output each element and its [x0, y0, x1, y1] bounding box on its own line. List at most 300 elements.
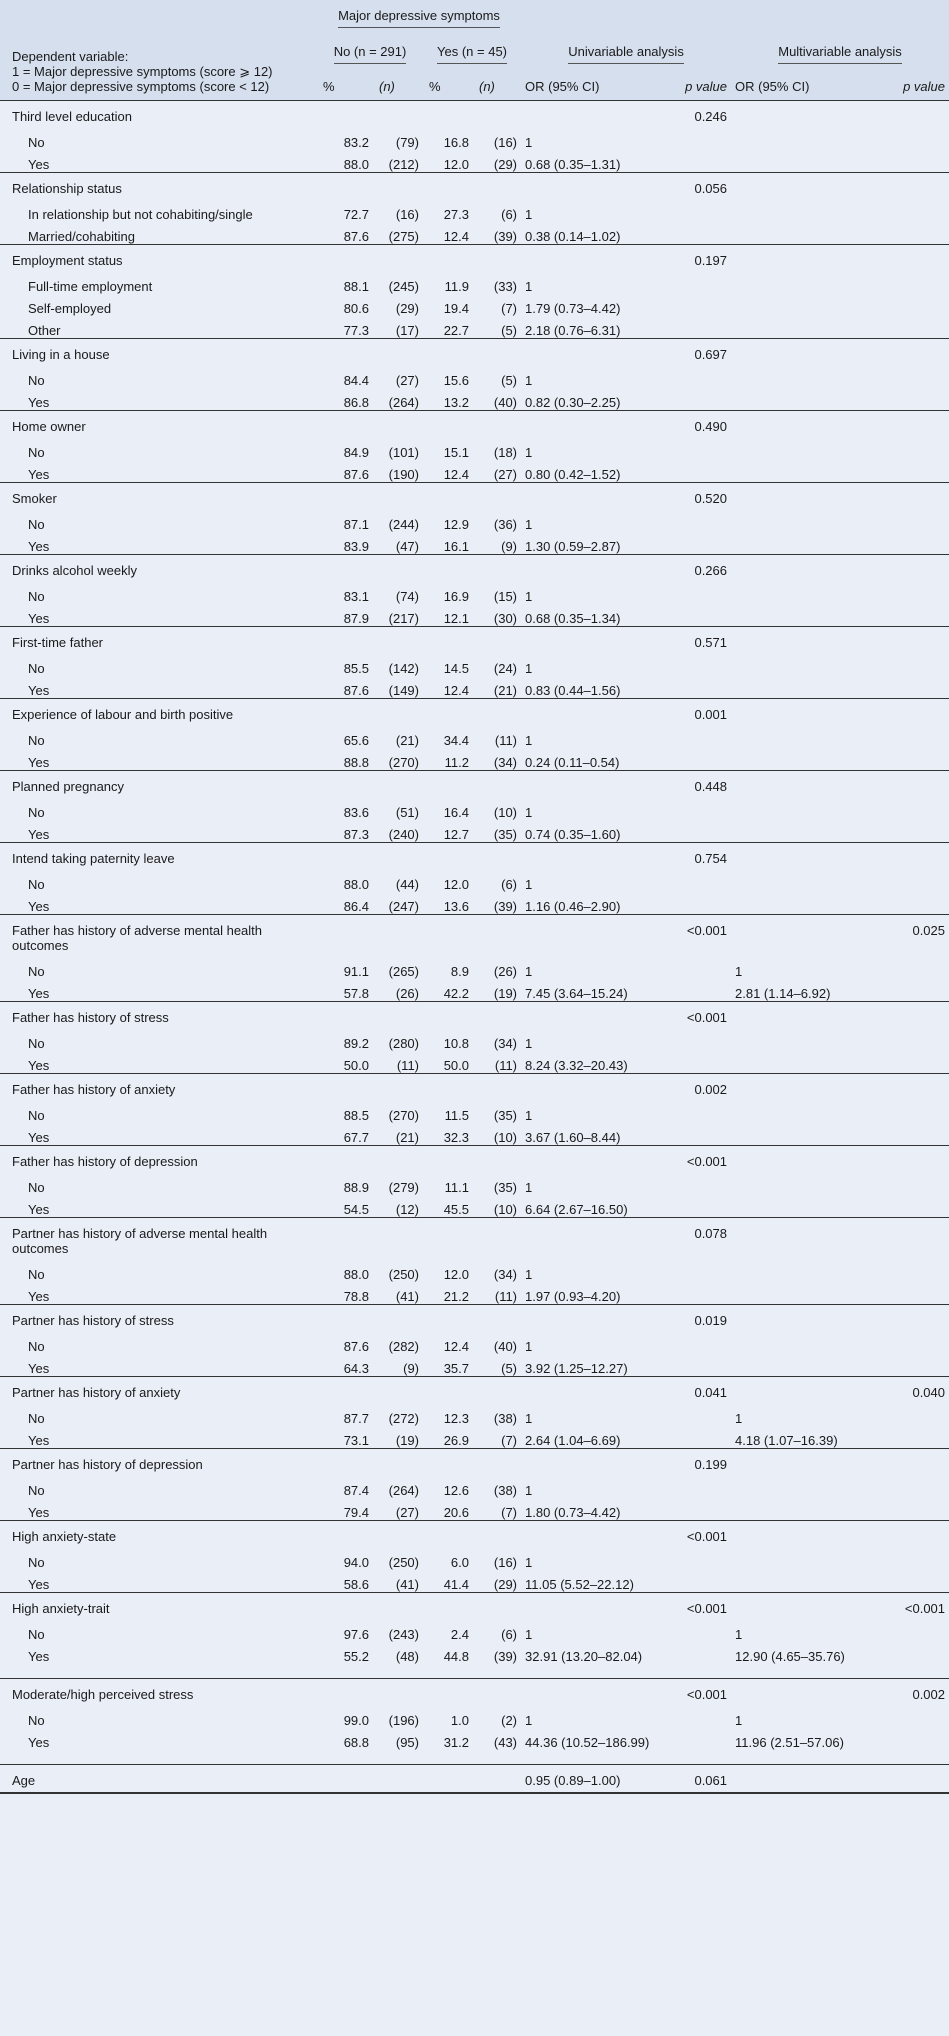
no-n-cell: [373, 1002, 423, 1030]
category-row: [0, 957, 949, 979]
multivariable-or-cell: [731, 483, 869, 511]
category-row: [0, 272, 949, 294]
no-n-cell: [373, 915, 423, 958]
no-n-cell: (270): [388, 1108, 419, 1123]
multivariable-p-cell: [869, 1498, 949, 1521]
multivariable-p-cell: [869, 438, 949, 460]
multivariable-p-cell: [869, 1074, 949, 1102]
yes-pct-cell: 44.8: [423, 1642, 473, 1679]
no-n-cell: [373, 339, 423, 367]
univariable-or-cell: 1.80 (0.73–4.42): [521, 1498, 671, 1521]
row-label: High anxiety-trait: [12, 1601, 110, 1616]
univariable-p-cell: 0.246: [694, 109, 728, 124]
no-n-cell: (51): [395, 805, 419, 820]
row-label: Yes: [0, 748, 317, 771]
yes-pct-cell: 16.4: [443, 805, 469, 820]
col-uni-or: OR (95% CI): [521, 64, 671, 101]
row-label: Yes: [0, 1282, 317, 1305]
yes-n-cell: (43): [473, 1728, 521, 1765]
no-n-cell: (27): [395, 373, 419, 388]
category-row: [0, 748, 949, 771]
row-label: Yes: [0, 1354, 317, 1377]
multivariable-p-cell: [869, 510, 949, 532]
category-row: [0, 1548, 949, 1570]
multivariable-or-cell: [731, 604, 869, 627]
yes-pct-cell: 12.4: [423, 676, 473, 699]
univariable-p-cell: [671, 128, 731, 150]
multivariable-or-cell: 11.96 (2.51–57.06): [731, 1728, 869, 1765]
multivariable-p-cell: [869, 339, 949, 367]
multivariable-p-cell: [869, 1548, 949, 1570]
yes-n-cell: [473, 555, 521, 583]
yes-n-cell: [473, 1593, 521, 1621]
col-yes-n: (n): [473, 64, 521, 101]
yes-pct-cell: 12.6: [443, 1483, 469, 1498]
variable-row: [0, 627, 949, 655]
row-label: No: [28, 135, 45, 150]
univariable-or-cell: 1: [525, 373, 533, 388]
multivariable-p-cell: [869, 555, 949, 583]
no-n-cell: (265): [388, 964, 419, 979]
row-label: Yes: [0, 604, 317, 627]
yes-n-cell: (10): [493, 805, 518, 820]
no-pct-cell: [317, 173, 373, 201]
row-label: Partner has history of adverse mental health outcomes: [12, 1226, 268, 1256]
univariable-p-cell: [671, 820, 731, 843]
no-pct-cell: 86.8: [317, 388, 373, 411]
univariable-p-cell: [671, 1426, 731, 1449]
yes-pct-cell: [423, 245, 473, 273]
yes-n-cell: (30): [473, 604, 521, 627]
no-n-cell: (47): [373, 532, 423, 555]
row-label: No: [28, 1180, 45, 1195]
category-row: [0, 294, 949, 316]
category-row: [0, 604, 949, 627]
multivariable-or-cell: [731, 676, 869, 699]
category-row: [0, 1282, 949, 1305]
yes-n-cell: [473, 411, 521, 439]
dependent-variable-note: Dependent variable: 1 = Major depressive symptoms (score ⩾ 12) 0 = Major depressive symptoms (score < 12): [0, 28, 317, 101]
multivariable-p-cell: [869, 1218, 949, 1261]
multivariable-p-cell: [869, 294, 949, 316]
no-pct-cell: [317, 915, 373, 958]
yes-n-cell: [473, 101, 521, 129]
yes-n-cell: [473, 1002, 521, 1030]
yes-pct-cell: 16.9: [443, 589, 469, 604]
no-pct-cell: [317, 1449, 373, 1477]
no-n-cell: (44): [395, 877, 419, 892]
yes-pct-cell: [423, 1521, 473, 1549]
no-pct-cell: 97.6: [343, 1627, 369, 1642]
univariable-p-cell: [671, 979, 731, 1002]
no-n-cell: (48): [373, 1642, 423, 1679]
row-label: Moderate/high perceived stress: [12, 1687, 194, 1702]
multivariable-p-cell: [869, 1404, 949, 1426]
no-n-cell: [373, 627, 423, 655]
yes-pct-cell: [423, 627, 473, 655]
no-pct-cell: 87.7: [343, 1411, 369, 1426]
variable-row: [0, 915, 949, 958]
multivariable-or-cell: [731, 1074, 869, 1102]
multivariable-or-cell: [731, 460, 869, 483]
no-n-cell: [373, 1449, 423, 1477]
no-pct-cell: 77.3: [317, 316, 373, 339]
multivariable-or-cell: [731, 627, 869, 655]
variable-row: [0, 245, 949, 273]
univariable-p-cell: [671, 676, 731, 699]
row-label: No: [28, 1108, 45, 1123]
multivariable-p-cell: [869, 1260, 949, 1282]
multivariable-p-cell: [869, 483, 949, 511]
yes-pct-cell: 16.1: [423, 532, 473, 555]
no-pct-cell: 57.8: [317, 979, 373, 1002]
multivariable-p-cell: [869, 726, 949, 748]
multivariable-or-cell: 1: [735, 1713, 743, 1728]
yes-n-cell: [473, 1449, 521, 1477]
multivariable-or-cell: [731, 870, 869, 892]
multivariable-or-cell: [731, 294, 869, 316]
row-label: No: [28, 1555, 45, 1570]
category-row: [0, 979, 949, 1002]
yes-n-cell: (16): [493, 1555, 518, 1570]
multivariable-or-cell: [731, 366, 869, 388]
multivariable-or-cell: 1: [735, 964, 743, 979]
yes-pct-cell: [423, 843, 473, 871]
univariable-p-cell: [671, 222, 731, 245]
yes-pct-cell: [423, 915, 473, 958]
multivariable-or-cell: [731, 1765, 869, 1794]
multivariable-p-cell: [869, 222, 949, 245]
multivariable-p-cell: [869, 1282, 949, 1305]
no-pct-cell: 87.6: [317, 460, 373, 483]
multivariable-or-cell: [731, 771, 869, 799]
univariable-p-cell: 0.697: [694, 347, 728, 362]
univariable-or-cell: 7.45 (3.64–15.24): [521, 979, 671, 1002]
multivariable-or-cell: 1: [735, 1411, 743, 1426]
yes-pct-cell: 15.1: [443, 445, 469, 460]
multivariable-p-cell: [869, 1051, 949, 1074]
no-n-cell: [373, 843, 423, 871]
no-n-cell: [373, 555, 423, 583]
no-pct-cell: 78.8: [317, 1282, 373, 1305]
no-n-cell: (21): [373, 1123, 423, 1146]
multivariable-p-cell: [869, 1146, 949, 1174]
variable-row: [0, 1074, 949, 1102]
yes-n-cell: (39): [473, 892, 521, 915]
category-row: [0, 200, 949, 222]
no-n-cell: (280): [388, 1036, 419, 1051]
no-n-cell: [373, 1521, 423, 1549]
univariable-or-cell: 0.68 (0.35–1.31): [521, 150, 671, 173]
univariable-or-cell: 8.24 (3.32–20.43): [521, 1051, 671, 1074]
yes-pct-cell: 21.2: [423, 1282, 473, 1305]
variable-row: [0, 1218, 949, 1261]
univariable-or-cell: 0.24 (0.11–0.54): [521, 748, 671, 771]
category-row: [0, 892, 949, 915]
univariable-or-cell: 1: [525, 1411, 533, 1426]
row-label: No: [28, 1267, 45, 1282]
multivariable-p-cell: [869, 1195, 949, 1218]
col-multi-or: OR (95% CI): [731, 64, 869, 101]
no-pct-cell: 86.4: [317, 892, 373, 915]
univariable-p-cell: 0.199: [694, 1457, 728, 1472]
multivariable-or-cell: [731, 748, 869, 771]
yes-pct-cell: [423, 1305, 473, 1333]
yes-n-cell: [473, 245, 521, 273]
univariable-or-cell: [521, 1074, 671, 1102]
univariable-or-cell: 1: [525, 135, 533, 150]
category-row: [0, 128, 949, 150]
univariable-p-cell: <0.001: [686, 1601, 728, 1616]
no-pct-cell: 88.1: [343, 279, 369, 294]
yes-n-cell: [473, 771, 521, 799]
multivariable-or-cell: [731, 1260, 869, 1282]
group-title: Major depressive symptoms: [317, 0, 521, 28]
no-n-cell: (101): [388, 445, 419, 460]
no-pct-cell: 83.9: [317, 532, 373, 555]
univariable-or-cell: [521, 915, 671, 958]
univariable-p-cell: [671, 316, 731, 339]
category-row: [0, 460, 949, 483]
category-row: [0, 1476, 949, 1498]
yes-pct-cell: 12.7: [423, 820, 473, 843]
univariable-or-cell: 11.05 (5.52–22.12): [521, 1570, 671, 1593]
yes-pct-cell: 50.0: [423, 1051, 473, 1074]
no-pct-cell: 87.4: [343, 1483, 369, 1498]
univariable-p-cell: [671, 1548, 731, 1570]
univariable-p-cell: [671, 1260, 731, 1282]
yes-n-cell: (38): [493, 1483, 518, 1498]
category-row: [0, 388, 949, 411]
no-pct-cell: [317, 843, 373, 871]
univariable-p-cell: [671, 1101, 731, 1123]
yes-pct-cell: 12.3: [443, 1411, 469, 1426]
variable-row: [0, 1593, 949, 1621]
univariable-or-cell: [521, 339, 671, 367]
univariable-or-cell: 1: [525, 1036, 533, 1051]
yes-pct-cell: 11.9: [444, 279, 469, 294]
univariable-or-cell: [521, 101, 671, 129]
variable-row: [0, 1521, 949, 1549]
no-n-cell: (279): [388, 1180, 419, 1195]
multivariable-or-cell: [731, 699, 869, 727]
yes-n-cell: (34): [473, 748, 521, 771]
multivariable-or-cell: [731, 1002, 869, 1030]
multivariable-or-cell: [731, 1195, 869, 1218]
row-label: Married/cohabiting: [0, 222, 317, 245]
multivariable-or-cell: [731, 1218, 869, 1261]
univariable-or-cell: 0.74 (0.35–1.60): [521, 820, 671, 843]
yes-pct-cell: 11.2: [423, 748, 473, 771]
yes-pct-cell: [423, 1002, 473, 1030]
no-n-cell: (264): [388, 1483, 419, 1498]
multivariable-p-cell: [869, 1426, 949, 1449]
univariable-p-cell: [671, 272, 731, 294]
yes-pct-cell: 12.0: [443, 1267, 469, 1282]
row-label: Yes: [0, 1642, 317, 1679]
row-label: Full-time employment: [28, 279, 153, 294]
no-pct-cell: [317, 411, 373, 439]
multivariable-p-cell: [869, 1101, 949, 1123]
no-pct-cell: 87.6: [317, 676, 373, 699]
no-n-cell: (272): [388, 1411, 419, 1426]
category-row: [0, 1354, 949, 1377]
row-label: Father has history of anxiety: [12, 1082, 176, 1097]
no-n-cell: [373, 483, 423, 511]
yes-pct-cell: 12.0: [423, 150, 473, 173]
no-pct-cell: 88.0: [343, 1267, 369, 1282]
yes-pct-cell: [423, 555, 473, 583]
no-n-cell: [373, 699, 423, 727]
multivariable-p-cell: [869, 748, 949, 771]
multivariable-or-cell: [731, 339, 869, 367]
row-label: Third level education: [12, 109, 132, 124]
univariable-or-cell: [521, 627, 671, 655]
no-pct-cell: [317, 1002, 373, 1030]
yes-pct-cell: [423, 173, 473, 201]
variable-row: [0, 1765, 949, 1794]
univariable-or-cell: 1: [525, 1267, 533, 1282]
univariable-p-cell: [671, 1476, 731, 1498]
category-row: [0, 1706, 949, 1728]
yes-n-cell: (35): [473, 820, 521, 843]
univariable-p-cell: <0.001: [686, 1154, 728, 1169]
univariable-p-cell: [671, 892, 731, 915]
row-label: Smoker: [12, 491, 57, 506]
multivariable-or-cell: [731, 1173, 869, 1195]
yes-pct-cell: 19.4: [443, 301, 469, 316]
multivariable-or-cell: [731, 272, 869, 294]
yes-n-cell: (9): [473, 532, 521, 555]
multivariable-or-cell: [731, 411, 869, 439]
multivariable-or-cell: [731, 582, 869, 604]
no-pct-cell: 88.5: [343, 1108, 369, 1123]
row-label: Yes: [0, 1498, 317, 1521]
yes-pct-cell: 12.0: [443, 877, 469, 892]
multivariable-p-cell: [869, 843, 949, 871]
yes-n-cell: (7): [473, 1498, 521, 1521]
row-label: Yes: [0, 1728, 317, 1765]
univariable-or-cell: 6.64 (2.67–16.50): [521, 1195, 671, 1218]
yes-n-cell: [473, 173, 521, 201]
yes-pct-cell: [423, 1593, 473, 1621]
category-row: [0, 366, 949, 388]
row-label: No: [28, 805, 45, 820]
univariable-p-cell: [671, 1332, 731, 1354]
univariable-p-cell: 0.002: [694, 1082, 728, 1097]
yes-n-cell: (39): [473, 222, 521, 245]
no-pct-cell: [317, 1377, 373, 1405]
no-pct-cell: 87.1: [343, 517, 369, 532]
category-row: [0, 1642, 949, 1679]
row-label: Yes: [0, 979, 317, 1002]
multivariable-or-cell: [731, 173, 869, 201]
yes-n-cell: (36): [493, 517, 518, 532]
univariable-p-cell: [671, 1354, 731, 1377]
multivariable-p-cell: [869, 532, 949, 555]
univariable-p-cell: [671, 726, 731, 748]
yes-pct-cell: 2.4: [450, 1627, 469, 1642]
no-n-cell: (79): [395, 135, 419, 150]
row-label: Father has history of stress: [12, 1010, 169, 1025]
univariable-or-cell: [521, 411, 671, 439]
univariable-p-cell: 0.571: [694, 635, 728, 650]
no-n-cell: (250): [388, 1555, 419, 1570]
yes-pct-cell: [423, 1679, 473, 1707]
multivariable-p-cell: [869, 798, 949, 820]
no-n-cell: (190): [373, 460, 423, 483]
multivariable-p-cell: [869, 676, 949, 699]
no-pct-cell: 89.2: [343, 1036, 369, 1051]
yes-n-cell: (39): [473, 1642, 521, 1679]
yes-pct-cell: 22.7: [423, 316, 473, 339]
multivariable-p-cell: [869, 654, 949, 676]
no-n-cell: (247): [373, 892, 423, 915]
category-row: [0, 316, 949, 339]
yes-n-cell: [473, 1146, 521, 1174]
univariable-or-cell: 0.95 (0.89–1.00): [521, 1765, 671, 1794]
multivariable-p-cell: [869, 1476, 949, 1498]
category-row: [0, 532, 949, 555]
yes-pct-cell: 13.2: [423, 388, 473, 411]
no-pct-cell: 87.3: [317, 820, 373, 843]
univariable-or-cell: [521, 1593, 671, 1621]
univariable-or-cell: 1: [525, 589, 533, 604]
univariable-or-cell: 1: [525, 1627, 533, 1642]
no-pct-cell: [317, 627, 373, 655]
no-pct-cell: 91.1: [343, 964, 369, 979]
row-label: Yes: [0, 892, 317, 915]
univariable-or-cell: 1: [525, 1555, 533, 1570]
yes-n-cell: [473, 483, 521, 511]
table-header: [0, 0, 949, 101]
univariable-or-cell: [521, 1377, 671, 1405]
no-n-cell: (26): [373, 979, 423, 1002]
multivariable-or-cell: [731, 1498, 869, 1521]
no-n-cell: (270): [373, 748, 423, 771]
univariable-p-cell: 0.266: [694, 563, 728, 578]
yes-pct-cell: 26.9: [423, 1426, 473, 1449]
multivariable-or-cell: [731, 892, 869, 915]
no-n-cell: (9): [373, 1354, 423, 1377]
row-label: First-time father: [12, 635, 104, 650]
multivariable-p-cell: [869, 957, 949, 979]
row-label: No: [28, 1627, 45, 1642]
yes-n-cell: [473, 1377, 521, 1405]
yes-pct-cell: 32.3: [423, 1123, 473, 1146]
yes-group-header: Yes (n = 45): [423, 28, 521, 64]
no-n-cell: (217): [373, 604, 423, 627]
row-label: Other: [0, 316, 317, 339]
variable-row: [0, 699, 949, 727]
no-pct-cell: 88.0: [343, 877, 369, 892]
row-label: No: [28, 877, 45, 892]
row-label: Father has history of adverse mental health outcomes: [12, 923, 263, 953]
univariable-or-cell: 0.38 (0.14–1.02): [521, 222, 671, 245]
row-label: Father has history of depression: [12, 1154, 198, 1169]
multivariable-p-cell: [869, 604, 949, 627]
no-n-cell: (21): [395, 733, 419, 748]
row-label: Yes: [0, 1426, 317, 1449]
no-n-cell: (212): [373, 150, 423, 173]
multivariable-or-cell: [731, 820, 869, 843]
col-uni-p: p value: [671, 64, 731, 101]
multivariable-p-cell: [869, 128, 949, 150]
category-row: [0, 654, 949, 676]
multivariable-or-cell: [731, 798, 869, 820]
yes-pct-cell: 41.4: [423, 1570, 473, 1593]
variable-row: [0, 1002, 949, 1030]
